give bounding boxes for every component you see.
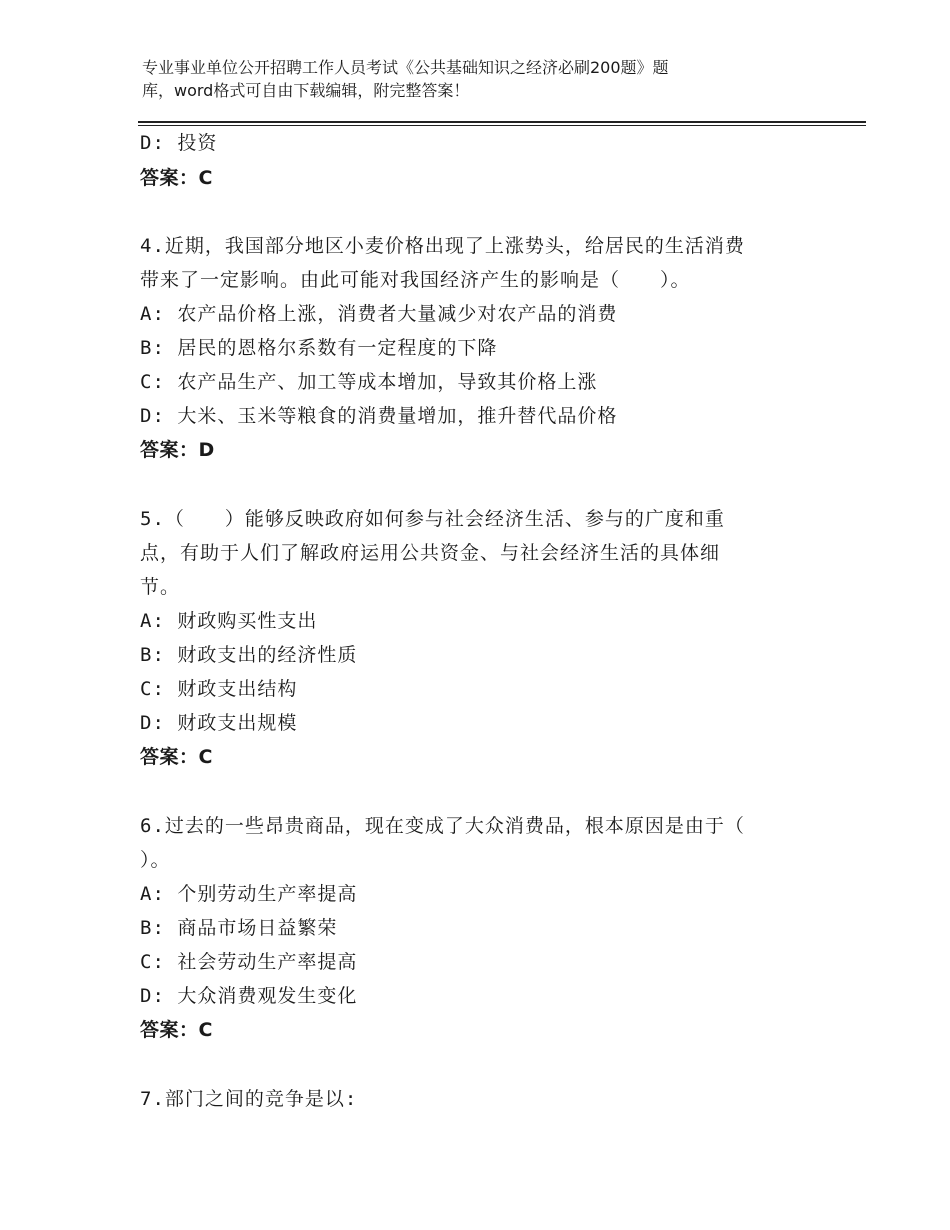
q4-option-b: B: 居民的恩格尔系数有一定程度的下降: [140, 337, 498, 359]
q5-stem-line-2: 点，有助于人们了解政府运用公共资金、与社会经济生活的具体细: [140, 542, 721, 564]
q5-option-b: B: 财政支出的经济性质: [140, 644, 358, 666]
q5-stem-line-3: 节。: [140, 576, 181, 598]
q6-option-a: A: 个别劳动生产率提高: [140, 883, 358, 905]
q5-answer: 答案：C: [140, 746, 213, 768]
q4-stem-line-2: 带来了一定影响。由此可能对我国经济产生的影响是（ ）。: [140, 269, 691, 291]
q6-option-d: D: 大众消费观发生变化: [140, 985, 358, 1007]
q4-option-d: D: 大米、玉米等粮食的消费量增加，推升替代品价格: [140, 405, 618, 427]
q6-stem-line-1: 6.过去的一些昂贵商品，现在变成了大众消费品，根本原因是由于（: [140, 815, 745, 837]
header-title-line-2: 库，word格式可自由下载编辑，附完整答案！: [142, 81, 470, 100]
prev-option-d: D: 投资: [140, 132, 218, 154]
q5-stem-line-1: 5.（ ）能够反映政府如何参与社会经济生活、参与的广度和重: [140, 508, 725, 530]
q4-option-a: A: 农产品价格上涨，消费者大量减少对农产品的消费: [140, 303, 618, 325]
q4-stem-line-1: 4.近期，我国部分地区小麦价格出现了上涨势头，给居民的生活消费: [140, 235, 745, 257]
header-title-line-1: 专业事业单位公开招聘工作人员考试《公共基础知识之经济必刷200题》题: [142, 58, 669, 77]
prev-answer: 答案：C: [140, 167, 213, 189]
q6-option-c: C: 社会劳动生产率提高: [140, 951, 358, 973]
header-divider: [138, 121, 866, 123]
q5-option-d: D: 财政支出规模: [140, 712, 298, 734]
q5-option-c: C: 财政支出结构: [140, 678, 298, 700]
q7-stem-line-1: 7.部门之间的竞争是以:: [140, 1088, 358, 1110]
q5-option-a: A: 财政购买性支出: [140, 610, 318, 632]
q4-answer: 答案：D: [140, 439, 215, 461]
q4-option-c: C: 农产品生产、加工等成本增加，导致其价格上涨: [140, 371, 598, 393]
header-divider-thin: [138, 125, 866, 126]
q6-answer: 答案：C: [140, 1019, 213, 1041]
q6-stem-line-2: ）。: [140, 849, 171, 871]
document-header: [142, 56, 782, 102]
q6-option-b: B: 商品市场日益繁荣: [140, 917, 338, 939]
